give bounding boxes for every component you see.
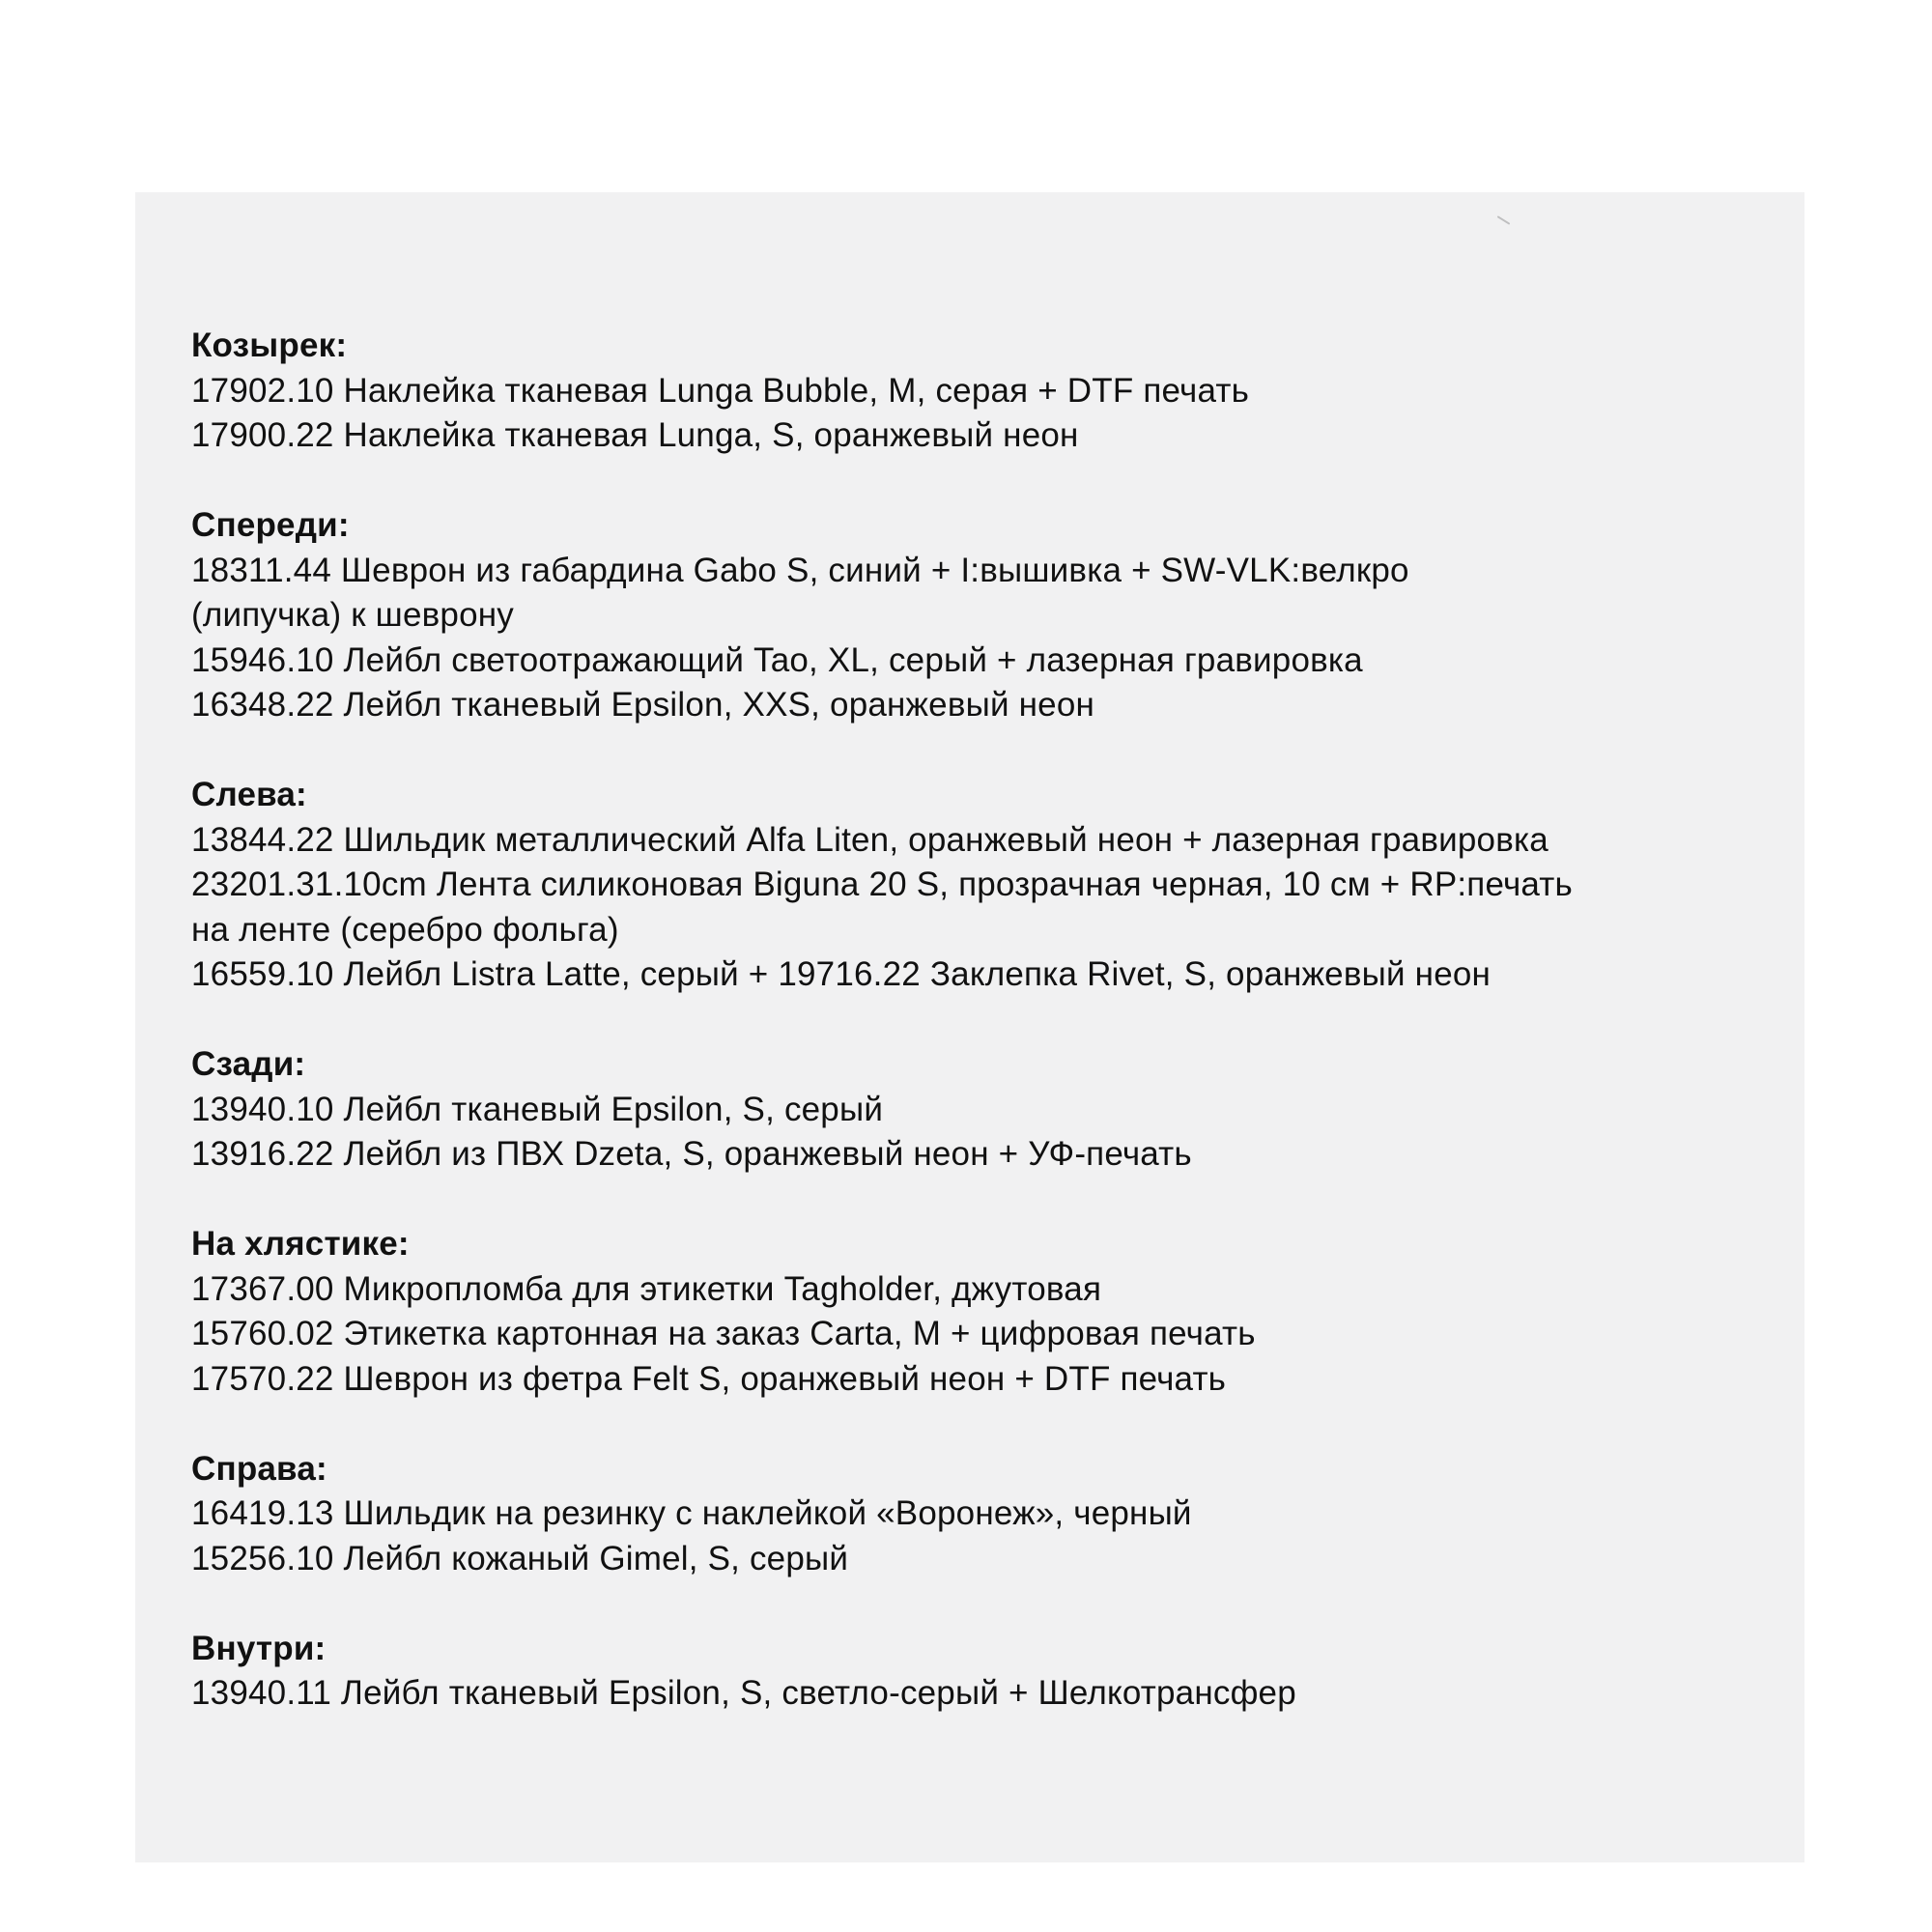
- item-line: 17367.00 Микропломба для этикетки Tagholder, джутовая: [191, 1269, 1102, 1308]
- section: [191, 1042, 1766, 1178]
- section: [191, 1447, 1766, 1582]
- section-title: Сзади:: [191, 1045, 306, 1083]
- item-line: 17900.22 Наклейка тканевая Lunga, S, оранжевый неон: [191, 416, 1079, 454]
- item-line: 15256.10 Лейбл кожаный Gimel, S, серый: [191, 1539, 849, 1577]
- section: [191, 503, 1766, 728]
- section-title: Слева:: [191, 776, 307, 813]
- section: [191, 773, 1766, 998]
- section-title: Справа:: [191, 1449, 327, 1488]
- section: [191, 324, 1766, 459]
- section: [191, 1222, 1766, 1402]
- section-title: Внутри:: [191, 1629, 327, 1667]
- section-title: Спереди:: [191, 506, 350, 544]
- spec-list: [191, 324, 1766, 1717]
- item-line: 13940.11 Лейбл тканевый Epsilon, S, светло-серый + Шелкотрансфер: [191, 1674, 1296, 1712]
- section-title: Козырек:: [191, 327, 348, 364]
- document-panel: [135, 192, 1804, 1862]
- item-line: 18311.44 Шеврон из габардина Gabo S, синий + I:вышивка + SW-VLK:велкро: [191, 551, 1409, 589]
- item-line: 17902.10 Наклейка тканевая Lunga Bubble, M, серая + DTF печать: [191, 371, 1250, 410]
- item-line: 15946.10 Лейбл светоотражающий Tao, XL, серый + лазерная гравировка: [191, 640, 1363, 679]
- item-line: 16559.10 Лейбл Listra Latte, серый + 19716.22 Заклепка Rivet, S, оранжевый неон: [191, 955, 1492, 993]
- item-line: 16419.13 Шильдик на резинку с наклейкой «Воронеж», черный: [191, 1494, 1192, 1532]
- item-line: (липучка) к шеврону: [191, 596, 514, 634]
- item-line: 16348.22 Лейбл тканевый Epsilon, XXS, оранжевый неон: [191, 686, 1095, 724]
- item-line: 15760.02 Этикетка картонная на заказ Carta, M + цифровая печать: [191, 1315, 1256, 1352]
- item-line: 23201.31.10cm Лента силиконовая Biguna 20 S, прозрачная черная, 10 см + RP:печать: [191, 866, 1573, 903]
- item-line: на ленте (серебро фольга): [191, 910, 619, 949]
- item-line: 13916.22 Лейбл из ПВХ Dzeta, S, оранжевый неон + УФ-печать: [191, 1135, 1192, 1173]
- item-line: 13940.10 Лейбл тканевый Epsilon, S, серый: [191, 1090, 884, 1128]
- item-line: 17570.22 Шеврон из фетра Felt S, оранжевый неон + DTF печать: [191, 1359, 1227, 1398]
- item-line: 13844.22 Шильдик металлический Alfa Liten, оранжевый неон + лазерная гравировка: [191, 820, 1548, 859]
- section-title: На хлястике:: [191, 1225, 410, 1263]
- section: [191, 1627, 1766, 1717]
